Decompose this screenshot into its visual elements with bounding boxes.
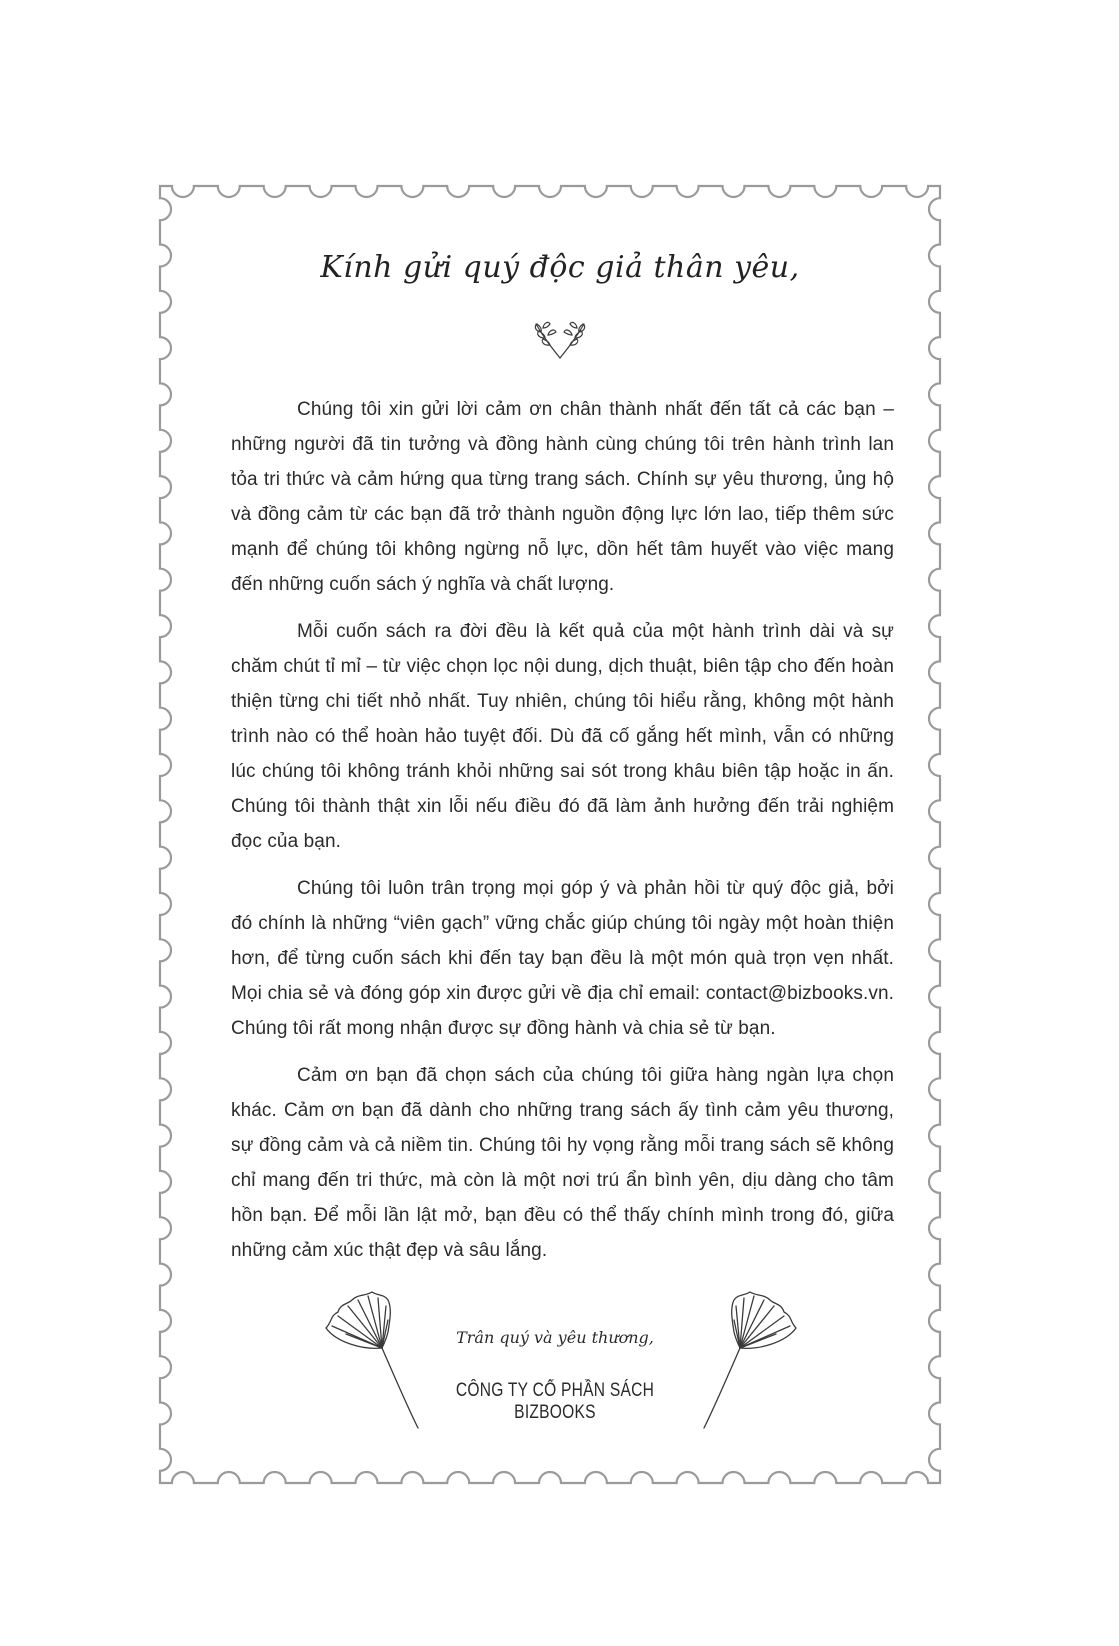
letter-paragraph-2: Mỗi cuốn sách ra đời đều là kết quả của một hành trình dài và sự chăm chút tỉ mỉ – từ việc chọn lọc nội dung, dịch thuật, biên tập cho đến hoàn thiện từng chi tiết nhỏ nhất. Tuy nhiên, chúng tôi hiểu rằng, không một hành trình nào có thể hoàn hảo tuyệt đối. Dù đã cố gắng hết mình, vẫn có những lúc chúng tôi không tránh khỏi những sai sót trong khâu biên tập hoặc in ấn. Chúng tôi thành thật xin lỗi nếu điều đó đã làm ảnh hưởng đến trải nghiệm đọc của bạn. [231,621,894,852]
letter-paragraph-3: Chúng tôi luôn trân trọng mọi góp ý và phản hồi từ quý độc giả, bởi đó chính là những “viên gạch” vững chắc giúp chúng tôi ngày một hoàn thiện hơn, để từng cuốn sách khi đến tay bạn đều là một món quà trọn vẹn nhất. Mọi chia sẻ và đóng góp xin được gửi về địa chỉ email: contact@bizbooks.vn. Chúng tôi rất mong nhận được sự đồng hành và chia sẻ từ bạn. [231,878,894,1039]
leaf-sprig-icon [530,318,590,362]
letter-paragraph-4: Cảm ơn bạn đã chọn sách của chúng tôi giữa hàng ngàn lựa chọn khác. Cảm ơn bạn đã dành cho những trang sách ấy tình cảm yêu thương, sự đồng cảm và cả niềm tin. Chúng tôi hy vọng rằng mỗi trang sách sẽ không chỉ mang đến tri thức, mà còn là một nơi trú ẩn bình yên, dịu dàng cho tâm hồn bạn. Để mỗi lần lật mở, bạn đều có thể thấy chính mình trong đó, giữa những cảm xúc thật đẹp và sâu lắng. [231,1065,894,1261]
company-name: CÔNG TY CỔ PHẦN SÁCH BIZBOOKS [455,1380,655,1423]
ginkgo-leaf-icon [322,1290,422,1430]
letter-body [231,392,894,1280]
letter-title: Kính gửi quý độc giả thân yêu, [320,250,800,285]
letter-paragraph-1: Chúng tôi xin gửi lời cảm ơn chân thành nhất đến tất cả các bạn – những người đã tin tưởng và đồng hành cùng chúng tôi trên hành trình lan tỏa tri thức và cảm hứng qua từng trang sách. Chính sự yêu thương, ủng hộ và đồng cảm từ các bạn đã trở thành nguồn động lực lớn lao, tiếp thêm sức mạnh để chúng tôi không ngừng nỗ lực, dồn hết tâm huyết vào việc mang đến những cuốn sách ý nghĩa và chất lượng. [231,399,894,595]
ginkgo-leaf-icon [700,1290,800,1430]
signoff-text: Trân quý và yêu thương, [456,1328,654,1347]
